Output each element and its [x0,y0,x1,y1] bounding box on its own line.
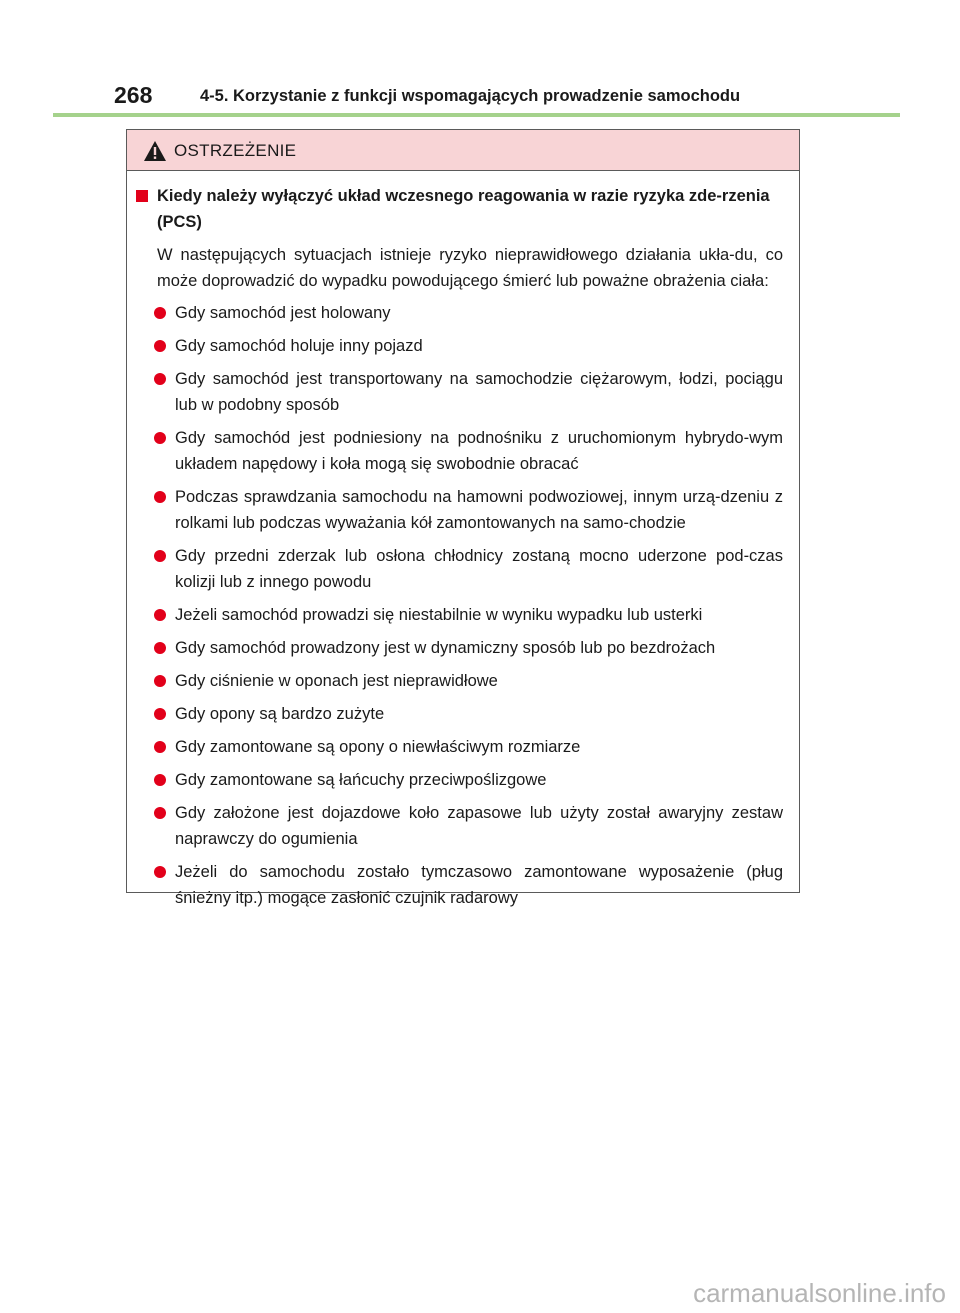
bullet-icon [154,708,166,720]
bullet-icon [154,609,166,621]
bullet-icon [154,340,166,352]
page-header [114,80,900,116]
warning-header [127,130,799,171]
list-item: Jeżeli do samochodu zostało tymczasowo zamontowane wyposażenie (pług śnieżny itp.) mogące zasłonić czujnik radarowy [135,859,783,911]
list-item: Gdy samochód holuje inny pojazd [135,333,783,359]
warning-box [126,129,800,907]
bullet-icon [154,866,166,878]
condition-list [135,300,783,911]
bullet-icon [154,675,166,687]
list-item: Gdy samochód jest podniesiony na podnośniku z uruchomionym hybrydo-wym układem napędowy i koła mogą się swobodnie obracać [135,425,783,477]
warning-intro: W następujących sytuacjach istnieje ryzyko nieprawidłowego działania ukła-du, co może doprowadzić do wypadku powodującego śmierć lub poważne obrażenia ciała: [157,246,783,290]
bullet-icon [154,807,166,819]
warning-title: OSTRZEŻENIE [174,141,297,160]
square-bullet-icon [136,190,148,202]
bullet-icon [154,642,166,654]
warning-heading-text: Kiedy należy wyłączyć układ wczesnego reagowania w razie ryzyka zde-rzenia (PCS) [157,187,770,231]
list-item: Gdy opony są bardzo zużyte [135,701,783,727]
bullet-icon [154,550,166,562]
list-item: Gdy zamontowane są opony o niewłaściwym rozmiarze [135,734,783,760]
section-title: 4-5. Korzystanie z funkcji wspomagających prowadzenie samochodu [200,87,741,105]
list-item: Gdy zamontowane są łańcuchy przeciwpoślizgowe [135,767,783,793]
warning-heading [135,183,783,235]
list-item: Gdy samochód prowadzony jest w dynamiczny sposób lub po bezdrożach [135,635,783,661]
watermark-link[interactable]: carmanualsonline.info [693,1278,946,1308]
bullet-icon [154,307,166,319]
list-item: Jeżeli samochód prowadzi się niestabilnie w wyniku wypadku lub usterki [135,602,783,628]
bullet-icon [154,491,166,503]
bullet-icon [154,774,166,786]
list-item: Gdy samochód jest holowany [135,300,783,326]
list-item: Gdy ciśnienie w oponach jest nieprawidłowe [135,668,783,694]
list-item: Gdy założone jest dojazdowe koło zapasowe lub użyty został awaryjny zestaw naprawczy do ogumienia [135,800,783,852]
bullet-icon [154,741,166,753]
list-item: Gdy samochód jest transportowany na samochodzie ciężarowym, łodzi, pociągu lub w podobny sposób [135,366,783,418]
warning-triangle-icon [143,140,167,162]
bullet-icon [154,373,166,385]
bullet-icon [154,432,166,444]
list-item: Podczas sprawdzania samochodu na hamowni podwoziowej, innym urzą-dzeniu z rolkami lub podczas wyważania kół zamontowanych na samo-chodzie [135,484,783,536]
page-number: 268 [114,82,153,108]
header-divider [53,113,900,117]
list-item: Gdy przedni zderzak lub osłona chłodnicy zostaną mocno uderzone pod-czas kolizji lub z innego powodu [135,543,783,595]
warning-body [135,183,783,911]
